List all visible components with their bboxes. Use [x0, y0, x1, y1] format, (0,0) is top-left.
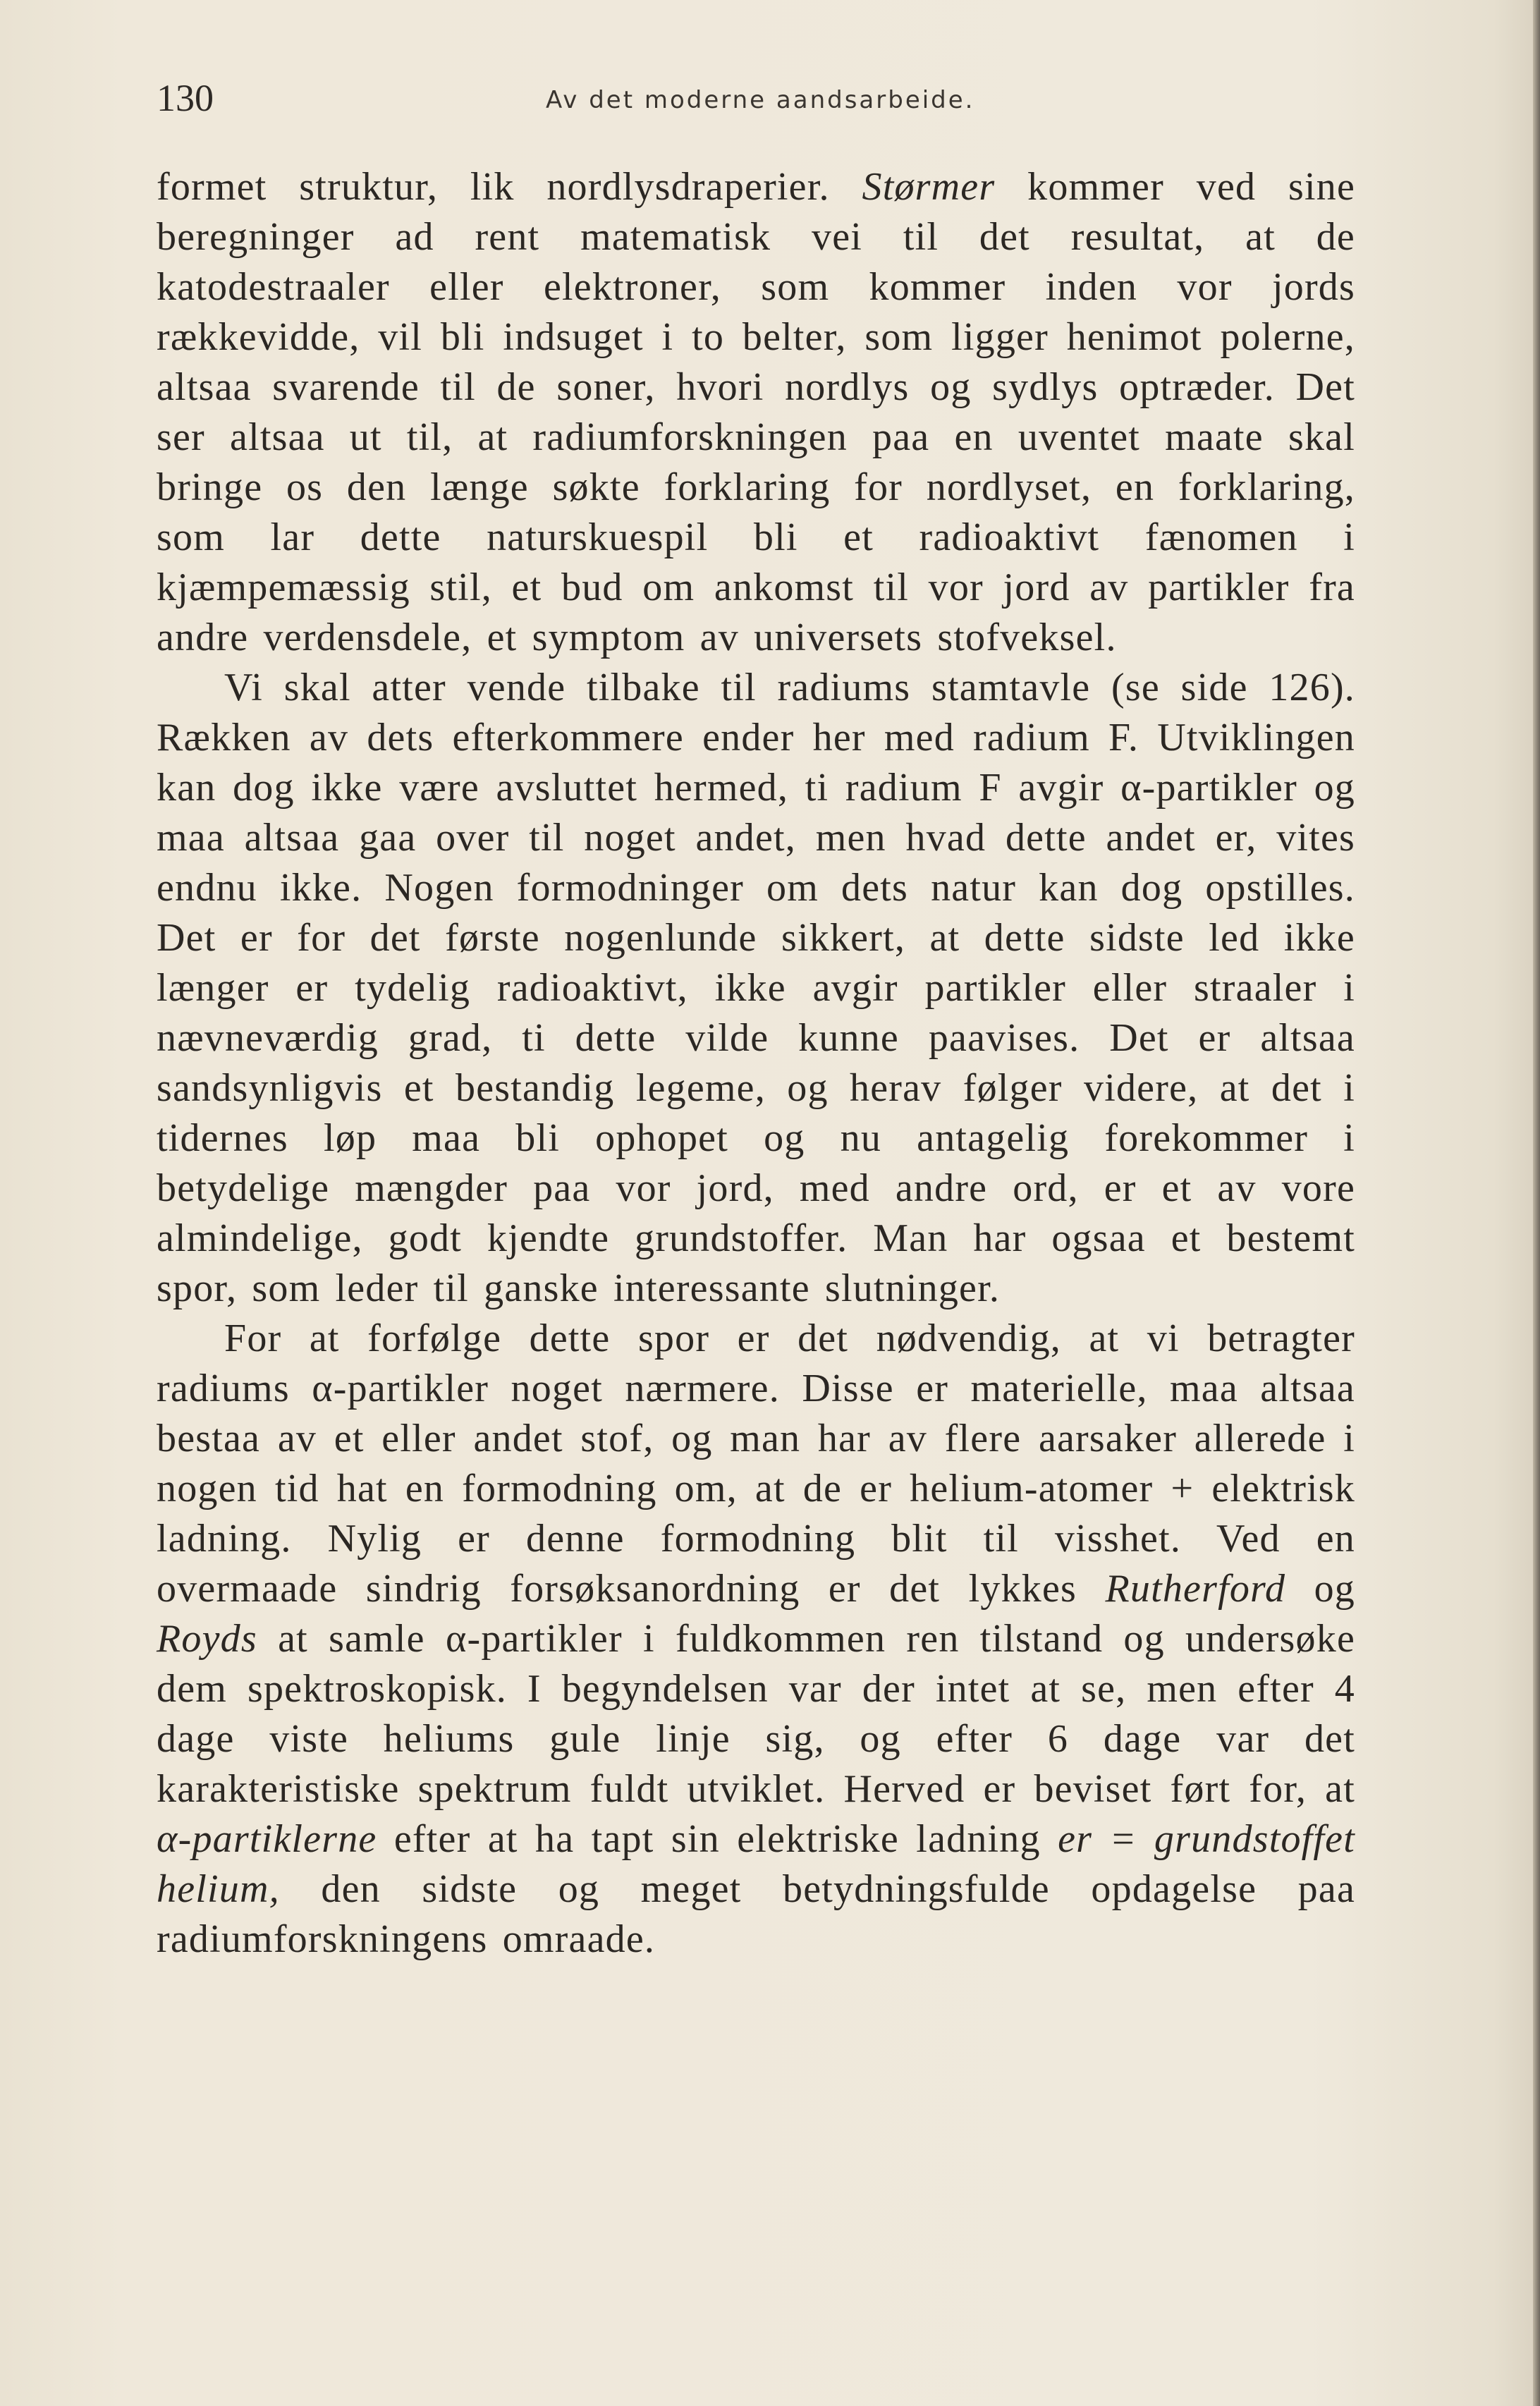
text-run: formet struktur, lik nordlysdraperier.	[157, 165, 862, 209]
text-run: kommer ved sine beregninger ad rent matematisk vei til det resultat, at de katodestraaler eller elektroner, som kommer inden vor jords rækkevidde, vil bli indsuget i to belter, som ligger henimot polerne, altsaa svarende til de soner, hvori nordlys og sydlys optræder. Det ser altsaa ut til, at radiumforskningen paa en uventet maate skal bringe os den længe søkte forklaring for nordlyset, en forklaring, som lar dette naturskuespil bli et radioaktivt fænomen i kjæmpemæssig stil, et bud om ankomst til vor jord av partikler fra andre verdensdele, et symptom av universets stofveksel.	[157, 165, 1355, 659]
page-number: 130	[157, 77, 214, 119]
italic-name-royds: Royds	[157, 1617, 257, 1661]
body-text	[157, 162, 1355, 1965]
text-run: den sidste og meget betydningsfulde opdagelse paa radiumforskningens omraade.	[157, 1867, 1355, 1961]
italic-conclusion: er = grundstoffet helium,	[157, 1817, 1355, 1911]
text-run: og	[1285, 1567, 1355, 1611]
page-edge-shadow	[1533, 0, 1540, 2406]
italic-alpha-particles: α-partiklerne	[157, 1817, 377, 1861]
text-run: at samle α-partikler i fuldkommen ren tilstand og undersøke dem spektroskopisk. I begyndelsen var der intet at se, men efter 4 dage viste heliums gule linje sig, og efter 6 dage var det karakteristiske spektrum fuldt utviklet. Herved er beviset ført for, at	[157, 1617, 1355, 1811]
text-run: Vi skal atter vende tilbake til radiums stamtavle (se side 126). Rækken av dets efterkommere ender her med radium F. Utviklingen kan dog ikke være avsluttet hermed, ti radium F avgir α-partikler og maa altsaa gaa over til noget andet, men hvad dette andet er, vites endnu ikke. Nogen formodninger om dets natur kan dog opstilles. Det er for det første nogenlunde sikkert, at dette sidste led ikke længer er tydelig radioaktivt, ikke avgir partikler eller straaler i nævneværdig grad, ti dette vilde kunne paavises. Det er altsaa sandsynligvis et bestandig legeme, og herav følger videre, at det i tidernes løp maa bli ophopet og nu antagelig forekommer i betydelige mængder paa vor jord, med andre ord, er et av vore almindelige, godt kjendte grundstoffer. Man har ogsaa et bestemt spor, som leder til ganske interessante slutninger.	[157, 666, 1355, 1310]
running-head: Av det moderne aandsarbeide.	[546, 86, 975, 114]
paragraph-2	[157, 663, 1355, 1314]
page-header	[157, 76, 1355, 133]
paragraph-1	[157, 162, 1355, 663]
text-run: efter at ha tapt sin elektriske ladning	[377, 1817, 1058, 1861]
italic-name-stormer: Størmer	[862, 165, 996, 209]
paragraph-3	[157, 1314, 1355, 1965]
text-run: For at forfølge dette spor er det nødvendig, at vi betragter radiums α-partikler noget nærmere. Disse er materielle, maa altsaa bestaa av et eller andet stof, og man har av flere aarsaker allerede i nogen tid hat en formodning om, at de er helium-atomer + elektrisk ladning. Nylig er denne formodning blit til visshet. Ved en overmaade sindrig forsøksanordning er det lykkes	[157, 1317, 1355, 1611]
italic-name-rutherford: Rutherford	[1105, 1567, 1286, 1611]
